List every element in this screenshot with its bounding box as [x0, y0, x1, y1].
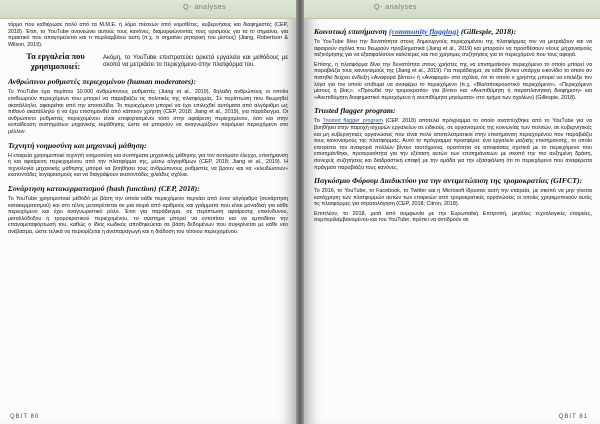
page-header — [0, 0, 296, 19]
heading-flag-pre: Κοινοτική επισήμανση — [314, 27, 389, 36]
community-flagging-link[interactable]: (community flagging) — [388, 27, 459, 36]
page-number-left: QBIT 80 — [10, 414, 40, 420]
header-title: Q- analyses — [183, 4, 226, 11]
paragraph-trusted-flagger — [314, 118, 592, 171]
paragraph-hash-function: Το YouTube χρησιμοποιεί μέθοδό με βάση την οποία κάθε περιεχόμενο περνάει από έναν αλγόριθμο (συνάρτηση κατακερματισμού) και στο τέλος μετατρέπεται σε μια σειρά από αριθμούς και γράμματα που είναι μοναδική για κάθε περιεχόμενο και έχει αναγνωριστικό ρόλο. Έτσι για παράδειγμα, σε περίπτωση αφαίρεσης επικίνδυνου, μισαλλόδοξου ή τρομοκρατικού περιεχομένου, το σύστημα μπορεί να εντοπίσει και να εμποδίσει την επαναμεταφόρτωσή του, καθώς ο ίδιος κωδικός αποθηκεύεται σε βάση δεδομένων που συγκρίνεται με κάθε νέο ανέβασμα, ώστε τελικά να περιορίζεται η αναπαραγωγή και η διάδοση του τέτοιου περιεχομένου. — [8, 195, 288, 235]
heading-community-flagging — [314, 27, 592, 36]
right-page — [304, 0, 600, 424]
heading-human-moderators: Ανθρώπινοι ρυθμιστές περιεχομένου (human moderators): — [8, 77, 197, 87]
paragraph-gifct-1: Το 2016, το YouTube, το Facebook, το Twitter και η Microsoft ίδρυσαν αυτή την εταιρεία, με σκοπό να μην γίνεται κατάχρηση των πλατφορμών αυτών των εταιρειών από τρομοκρατικές οργανώσεις οι οποίες χρησιμοποιούν αυτές τις πλατφόρμες για στρατολόγηση (CEP, 2018; Citron, 2018). — [314, 188, 592, 208]
tools-description: Ακόμη, το YouTube επιστρατεύει αρκετά εργαλεία και μεθόδους με σκοπό να μετριάσει το περιεχόμενο στην πλατφόρμα του. — [103, 54, 288, 69]
left-page — [0, 0, 296, 424]
header-title: Q- analyses — [374, 4, 417, 11]
heading-hash-function: Συνάρτηση κατακερματισμού (hash function) (CEP, 2018): — [8, 183, 200, 193]
trusted-pre: Το — [314, 118, 323, 125]
page-header — [304, 0, 600, 19]
heading-gifct: Παγκόσμιο Φόρουμ Διαδικτύου για την αντιμετώπιση της τρομοκρατίας (GIFCT): — [314, 176, 583, 186]
paragraph-flagging-1: Το YouTube δίνει την δυνατότητα στους δημιουργούς περιεχομένου της πλατφόρμας τον να μετριάζουν και να αφαιρούν σχόλια που θεωρούν προβληματικά (Jiang et al., 2019) και μπορούν να προσθέσουν νέους μηχανισμούς ταξινόμησης για να εξασφαλίσουν καλύτερες και πιο χρήσιμες συζητήσεις για το περιεχόμενο που τους αφορά. — [314, 39, 592, 59]
trusted-post: (CEP, 2018) αποτελεί πρόγραμμα το οποίο αναπτύχθηκε από το YouTube για να βοηθήσει στην παροχή ισχυρών εργαλείων σε ειδικούς, σε οργανισμούς της κοινωνίας των πολιτών, σε κυβερνητικές και μη κυβερνητικές οργανώσεις που είναι πολύ αποτελεσματικοί στην επισήμανση περιεχομένου που παραβιάζει τους κανονισμούς της πλατφόρμας. Αυτό το πρόγραμμα προσφέρει: ένα εργαλείο μαζικής επισήμανσης, το οποίο επιτρέπει την αναφορά πολλών βίντεο ταυτόχρονα, ορατότητα σε αποφάσεις σχετικά με το περιεχόμενο που επισημάνθηκε, προτεραιότητα για την εξέταση αυτών των επισημάνσεων με σκοπό την πιο αυξημένη δράση, συνεχείς συζητήσεις και διαδραστική επαφή με την ομάδα για την εξασφάλιση ότι το περιεχόμενο που αναφέρεται πράγματι παραβιάζει τους κανόνες. — [314, 118, 592, 171]
right-page-content — [314, 22, 592, 227]
page-number-right: QBIT 81 — [558, 414, 588, 420]
heading-flag-post: (Gillespie, 2018): — [458, 27, 517, 36]
paragraph-human-moderators: Το YouTube έχει περίπου 10.000 ανθρώπινους ρυθμιστές (Jiang et al., 2019), δηλαδή ανθρώπους οι οποίοι επιθεωρούν περιεχόμενο που μπορεί να παραβιάζει τις πολιτικές της πλατφόρμας. Σε περίπτωση που θεωρηθεί ακατάλληλο, αφαιρείται από την ιστοσελίδα. Το περιεχόμενο μπορεί να έχει επιλεχθεί αυτόματα από αλγόριθμο ως πιθανό ακατάλληλο ή να έχει επισημανθεί από κάποιον χρήστη (CEP, 2018; Jiang et al., 2019), για παράδειγμα. Οι ανθρώπινοι ρυθμιστές περιεχομένου είναι επιφορτισμένοι τόσο στην αφαίρεση περιεχομένου, όσο και στην εκπαίδευση συστημάτων μηχανικής εκμάθησης ώστε να μπορούν να αναγνωρίζουν παρόμοιο περιεχόμενο στο μέλλον. — [8, 89, 288, 135]
trusted-flagger-link[interactable]: Trusted flagger program — [322, 118, 383, 125]
intro-paragraph: τόρμο που καθιέρωσε πολύ από τα Μ.Μ.Ε. ή λόμο πιέσεων από νομοθέτες, κυβερνήσεις και διαφημιστές (CEP, 2018). Έτσι, το YouTube ανανεώνει αυτούς τους κανόνες, διαμορφώνοντας τους ορισμούς για τα το σημαίνει, για πρακτικό που απαγορεύεται και τι περιλαμβάνει αυτή (π.χ. τι σημαίνει ρητορική του μίσους) (Jiang, Robertson & Wilson, 2019). — [8, 22, 288, 48]
paragraph-flagging-2: Επίσης, η πλατφόρμα δίνει την δυνατότητα στους χρήστες της να επισημαίνουν περιεχόμενο το οποίο μπορεί να παραβιάζει τους κανονισμούς της (Jiang et al., 2019). Για παράδειγμα, σε κάθε βίντεο υπάρχει εικονίδιο το οποίο αν πατηθεί δείχνει ένδειξη «Αναφορά βίντεο» ή «Αναφορά» στα σχόλια, ότι το οποίο ο χρήστης μπορεί να επιλέξει τον λόγο για τον οποίο επιθυμεί να αναφέρει το περιεχόμενο (π.χ. «Βία/αποκρουστικό περιεχόμενο», «Περιεχόμενο μίσους ή βίας», «Προωθεί την τρομοκρατία» για βίντεο και «Ανεπιθύμητη ή παραπλανητική διαφήμιση» και «Ανεπιθύμητη διαφημιστικό περιεχόμενο ή ανεπιθύμητα μηνύματα» στο τμήμα των σχολίων) (Gillespie, 2018). — [314, 61, 592, 101]
tools-heading: Τα εργαλεία που χρησιμοποιεί: — [26, 52, 85, 72]
paragraph-gifct-2: Επιπλέον, το 2018, μετά από συμφωνία με την Ευρωπαϊκή Επιτροπή, μεγάλες τεχνολογικές εταιρείες, συμπεριλαμβανομένου και του YouTube, πρέπει να αντιδρούν σε — [314, 210, 592, 224]
book-gutter — [296, 0, 304, 424]
left-page-content — [8, 22, 288, 238]
heading-trusted-flagger: Trusted flagger program: — [314, 106, 396, 116]
tools-callout — [8, 52, 288, 72]
paragraph-ai: Η εταιρεία χρησιμοποιεί τεχνητή νοημοσύνη και συστήματα μηχανικής μάθησης για τον αυτόματο έλεγχο, επισήμανση ή και αφαίρεση περιεχομένου από την πλατφόρμα της, μέσω αλγορίθμων (CEP, 2018; Jiang et al., 2019). Η τεχνολογία μηχανικής μάθησης μπορεί να βοηθήσει τους ανθρώπινους ρυθμιστές να βρουν και να «κλειδώσουν» εκατοντάδες λογαριασμούς και να διαγράψουν εκατοντάδες χιλιάδες σχόλια. — [8, 152, 288, 179]
heading-ai: Τεχνητή νοημοσύνη και μηχανική μάθηση: — [8, 140, 147, 150]
